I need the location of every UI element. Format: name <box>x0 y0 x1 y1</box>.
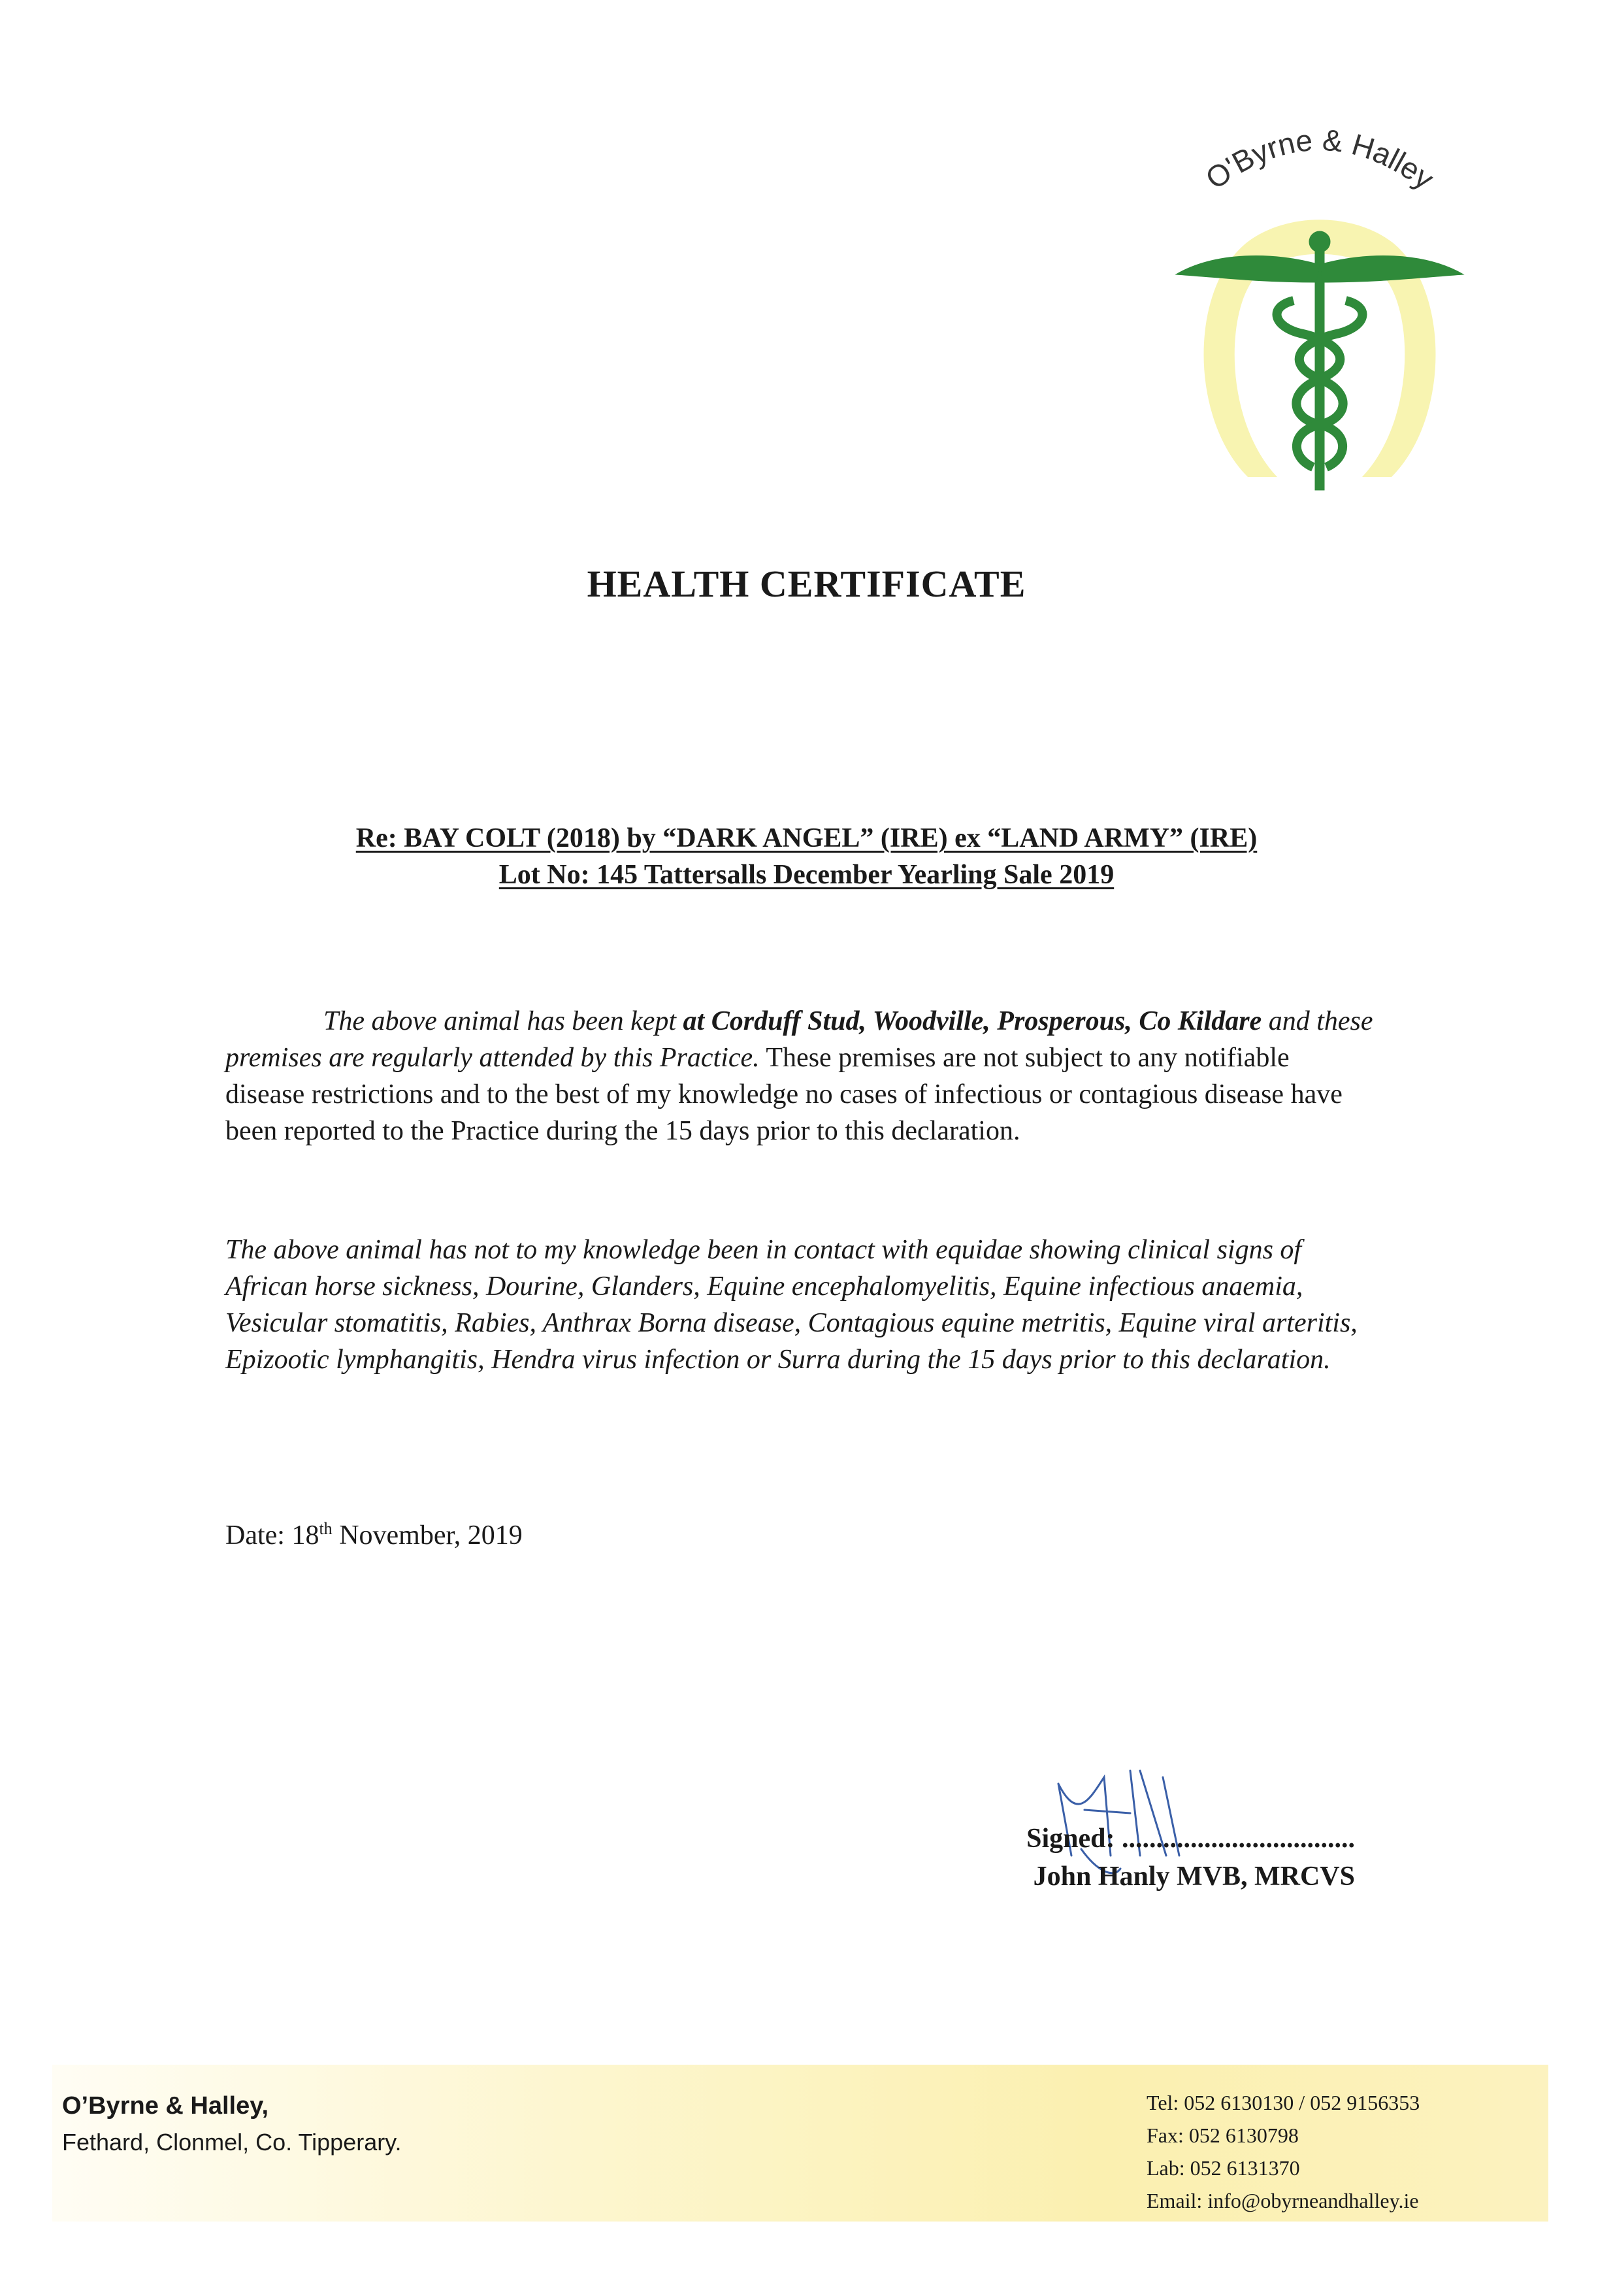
reference-lot: Lot No: 145 Tattersalls December Yearling Sale 2019 <box>498 860 1115 890</box>
reference-block <box>0 820 1613 893</box>
date-suffix: th <box>319 1519 333 1538</box>
reference-horse: Re: BAY COLT (2018) by “DARK ANGEL” (IRE) ex “LAND ARMY” (IRE) <box>355 823 1258 853</box>
footer-lab: Lab: 052 6131370 <box>1147 2156 1300 2180</box>
contact-paragraph: The above animal has not to my knowledge been in contact with equidae showing clinical signs of African horse sickness, Dourine, Glanders, Equine encephalomyelitis, Equine infectious anaemia, Vesicular stomatitis, Rabies, Anthrax Borna disease, Contagious equine metritis, Equine viral arteritis, Epizootic lymphangitis, Hendra virus infection or Surra during the 15 days prior to this declaration. <box>225 1235 1358 1375</box>
premises-lead: The above animal has been kept <box>323 1006 683 1036</box>
logo-text: O'Byrne & Halley <box>1199 122 1441 196</box>
page-title: HEALTH CERTIFICATE <box>587 563 1026 605</box>
footer-location: Fethard, Clonmel, Co. Tipperary. <box>62 2129 402 2156</box>
date-label: Date: 18 <box>225 1520 319 1550</box>
signature-block <box>1026 1820 1355 1895</box>
premises-statement: These premises are not subject to any notifiable disease restrictions and to the best of my knowledge no cases of infectious or contagious disease have been reported to the Practice during the 15 days prior to this declaration. <box>225 1043 1343 1146</box>
footer-tel: Tel: 052 6130130 / 052 9156353 <box>1147 2091 1420 2114</box>
footer-email: Email: info@obyrneandhalley.ie <box>1147 2189 1419 2212</box>
footer-fax: Fax: 052 6130798 <box>1147 2124 1299 2147</box>
footer-address <box>62 2088 402 2161</box>
signed-label: Signed: .................................. <box>1026 1824 1355 1854</box>
certificate-date <box>225 1519 523 1551</box>
footer-contacts <box>1147 2086 1420 2217</box>
premises-location: at Corduff Stud, Woodville, Prosperous, Co Kildare <box>683 1006 1262 1036</box>
premises-paragraph <box>225 1003 1375 1149</box>
date-rest: November, 2019 <box>332 1520 523 1550</box>
premises-attended: and these premises are regularly attended by this Practice. <box>225 1006 1373 1073</box>
footer-company: O’Byrne & Halley, <box>62 2092 269 2120</box>
practice-logo <box>1163 111 1476 503</box>
signatory-name: John Hanly MVB, MRCVS <box>1033 1861 1355 1892</box>
